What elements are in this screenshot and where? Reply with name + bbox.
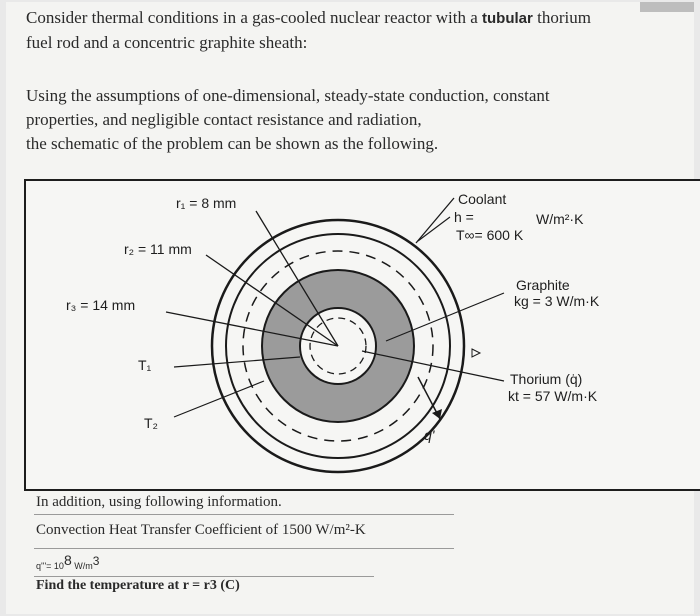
schematic-drawing	[26, 181, 700, 489]
question-text: Find the temperature at r = r3 (C)	[36, 578, 240, 593]
graphite-title: Graphite	[516, 277, 570, 293]
convection-info: Convection Heat Transfer Coefficient of 1500 W/m²-K	[36, 522, 366, 538]
r3-label: r₃ = 14 mm	[66, 297, 136, 313]
divider-1	[34, 514, 454, 515]
r1-label: r₁ = 8 mm	[176, 195, 237, 211]
assumptions-line-2: properties, and negligible contact resistance and radiation,	[26, 110, 422, 129]
problem-sheet	[6, 2, 694, 614]
reactor-schematic	[24, 179, 700, 491]
intro-line-1: Consider thermal conditions in a gas-cooled nuclear reactor with a tubular thorium	[26, 8, 591, 27]
assumptions-line-3: the schematic of the problem can be shown as the following.	[26, 134, 439, 153]
coolant-h-unit: W/m²·K	[536, 211, 584, 227]
r2-label: r₂ = 11 mm	[124, 241, 192, 257]
intro-line-2: fuel rod and a concentric graphite sheath:	[26, 33, 308, 52]
divider-2	[34, 548, 454, 549]
thorium-title: Thorium (q̇)	[510, 371, 583, 387]
coolant-leader	[416, 198, 454, 243]
coolant-leader-2	[418, 217, 450, 241]
coolant-title: Coolant	[458, 191, 507, 207]
coolant-h: h =	[454, 209, 474, 225]
thorium-k: kt = 57 W/m·K	[508, 388, 598, 404]
t1-label: T₁	[138, 357, 152, 373]
info-intro: In addition, using following information.	[36, 494, 282, 510]
problem-intro	[26, 6, 686, 55]
tubular-word: tubular	[482, 10, 533, 27]
graphite-k: kg = 3 W/m·K	[514, 293, 600, 309]
qdot-info: q'''= 108 W/m3	[36, 552, 100, 571]
assumptions-paragraph	[26, 84, 666, 156]
assumptions-line-1: Using the assumptions of one-dimensional, steady-state conduction, constant	[26, 86, 550, 105]
coolant-temp: T∞= 600 K	[456, 227, 524, 243]
heat-flux-label: q'	[424, 427, 435, 443]
t2-label: T₂	[144, 415, 158, 431]
small-marker	[472, 349, 480, 357]
divider-3	[34, 576, 374, 577]
